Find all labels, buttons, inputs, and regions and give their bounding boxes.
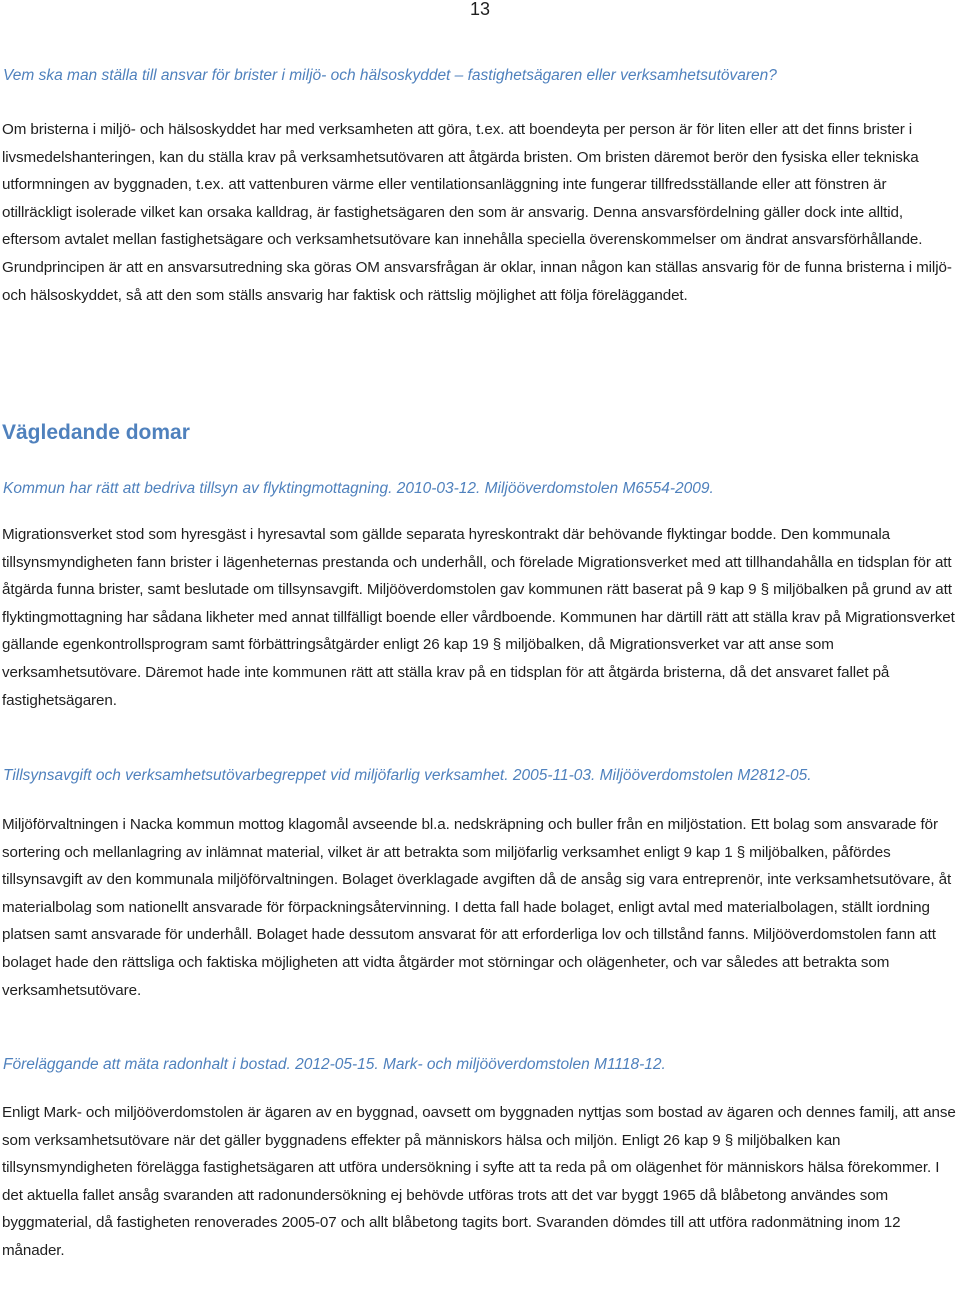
case-body-1: Migrationsverket stod som hyresgäst i hyresavtal som gällde separata hyreskontrakt där behövande flyktingar bodde. Den kommunala tillsynsmyndigheten fann brister i lägenheternas prestanda och underhåll, och förelade Migrationsverket med att tillhandahålla en tidsplan för att åtgärda funna brister, samt beslutade om tillsynsavgift. Miljööverdomstolen gav kommunen rätt baserat på 9 kap 9 § miljöbalken på grund av att flyktingmottagning har sådana likheter med annat tillfälligt boende eller vårdboende. Kommunen har därtill rätt att ställa krav på Migrationsverket gällande egenkontrollsprogram samt förbättringsåtgärder enligt 26 kap 19 § miljöbalken, då Migrationsverket var att anse som verksamhetsutövare. Däremot hade inte kommunen rätt att ställa krav på en tidsplan för att åtgärda bristerna, då det ansvaret fallet på fastighetsägaren. <box>2 526 955 709</box>
section-heading: Vägledande domar <box>2 421 190 444</box>
case-body-3: Enligt Mark- och miljööverdomstolen är ägaren av en byggnad, oavsett om byggnaden nyttjas som bostad av ägaren och dennes familj, att anse som verksamhetsutövare när det gäller byggnadens effekter på människors hälsa och miljön. Enligt 26 kap 9 § miljöbalken kan tillsynsmyndigheten förelägga fastighetsägaren att utföra undersökning i syfte att ta reda på om olägenhet för människors hälsa förekommer. I det aktuella fallet ansåg svaranden att radonundersökning ej behövde utföras trots att det var byggt 1965 då blåbetong användes som byggmaterial, då fastigheten renoverades 2005-07 och allt blåbetong tagits bort. Svaranden dömdes till att utföra radonmätning inom 12 månader. <box>2 1104 956 1259</box>
case-body-3-block <box>2 1099 960 1265</box>
case-title-3: Föreläggande att mäta radonhalt i bostad. 2012-05-15. Mark- och miljööverdomstolen M1118-12. <box>3 1056 666 1073</box>
intro-question: Vem ska man ställa till ansvar för brister i miljö- och hälsoskyddet – fastighetsägaren eller verksamhetsutövaren? <box>3 67 777 84</box>
case-body-2: Miljöförvaltningen i Nacka kommun mottog klagomål avseende bl.a. nedskräpning och buller från en miljöstation. Ett bolag som ansvarade för sortering och mellanlagring av inlämnat material, vilket är att betrakta som miljöfarlig verksamhet enligt 9 kap 1 § miljöbalken, påfördes tillsynsavgift av den kommunala miljöförvaltningen. Bolaget överklagade avgiften då de ansåg sig vara entreprenör, inte verksamhetsutövare, åt materialbolag som nationellt ansvarade för förpackningsåtervinning. I detta fall hade bolaget, enligt avtal med materialbolagen, ställt iordning platsen samt ansvarade för underhåll. Bolaget hade dessutom ansvarat för att erforderliga lov och tillstånd fanns. Miljööverdomstolen fann att bolaget hade den rättsliga och faktiska möjligheten att vidta åtgärder mot störningar och olägenheter, och var således att betrakta som verksamhetsutövare. <box>2 816 952 999</box>
page-number: 13 <box>469 0 491 19</box>
case-title-1: Kommun har rätt att bedriva tillsyn av flyktingmottagning. 2010-03-12. Miljööverdomstolen M6554-2009. <box>3 480 714 497</box>
case-body-1-block <box>2 521 960 714</box>
case-body-2-block <box>2 811 960 1004</box>
intro-paragraph: Om bristerna i miljö- och hälsoskyddet har med verksamheten att göra, t.ex. att boendeyta per person är för liten eller att det finns brister i livsmedelshanteringen, kan du ställa krav på verksamhetsutövaren att åtgärda bristen. Om bristen däremot berör den fysiska eller tekniska utformningen av byggnaden, t.ex. att vattenburen värme eller ventilationsanläggning inte fungerar tillfredsställande eller att fönstren är otillräckligt isolerade vilket kan orsaka kalldrag, är fastighetsägaren den som är ansvarig. Denna ansvarsfördelning gäller dock inte alltid, eftersom avtalet mellan fastighetsägare och verksamhetsutövare kan innehålla speciella överenskommelser om ändrat ansvarsförhållande. Grundprincipen är att en ansvarsutredning ska göras OM ansvarsfrågan är oklar, innan någon kan ställas ansvarig för de funna bristerna i miljö- och hälsoskyddet, så att den som ställs ansvarig har faktisk och rättslig möjlighet att följa föreläggandet. <box>2 121 952 304</box>
case-title-2: Tillsynsavgift och verksamhetsutövarbegreppet vid miljöfarlig verksamhet. 2005-11-03. Miljööverdomstolen M2812-05. <box>3 767 812 784</box>
intro-section <box>2 116 960 309</box>
